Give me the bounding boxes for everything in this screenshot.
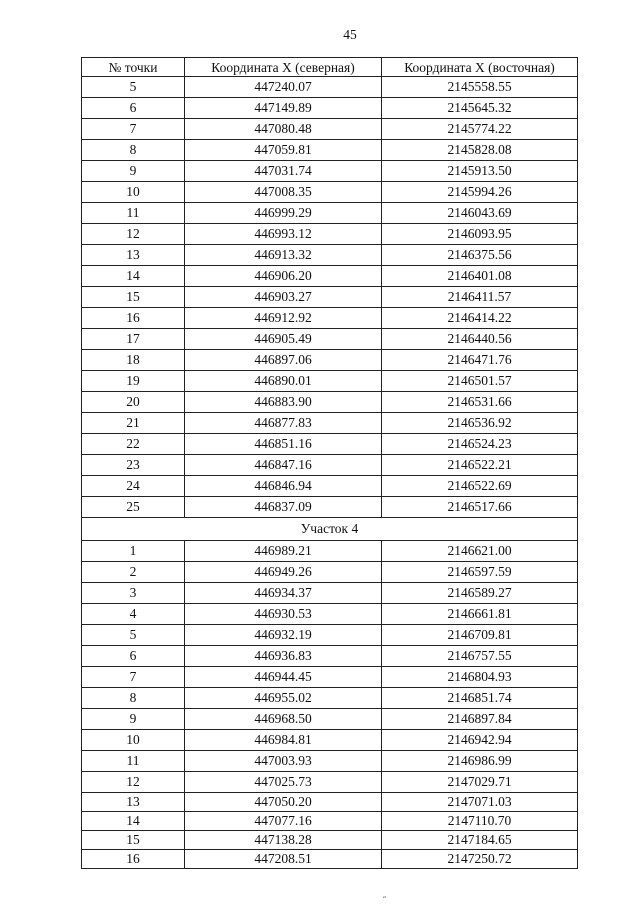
point-number-cell: 6: [82, 646, 185, 667]
point-number-cell: 22: [82, 434, 185, 455]
point-number-cell: 11: [82, 203, 185, 224]
table-row: [82, 497, 578, 518]
east-coordinate-cell: 2147184.65: [382, 831, 578, 850]
north-coordinate-cell: 446989.21: [185, 541, 382, 562]
north-coordinate-cell: 447138.28: [185, 831, 382, 850]
north-coordinate-cell: 447025.73: [185, 772, 382, 793]
point-number-cell: 15: [82, 831, 185, 850]
east-coordinate-cell: 2146661.81: [382, 604, 578, 625]
east-coordinate-cell: 2146709.81: [382, 625, 578, 646]
point-number-cell: 13: [82, 793, 185, 812]
point-number-cell: 11: [82, 751, 185, 772]
table-row: [82, 119, 578, 140]
east-coordinate-cell: 2146757.55: [382, 646, 578, 667]
point-number-cell: 5: [82, 77, 185, 98]
table-row: [82, 224, 578, 245]
north-coordinate-cell: 447003.93: [185, 751, 382, 772]
point-number-cell: 25: [82, 497, 185, 518]
point-number-cell: 4: [82, 604, 185, 625]
north-coordinate-cell: 447059.81: [185, 140, 382, 161]
table-row: [82, 604, 578, 625]
east-coordinate-cell: 2146043.69: [382, 203, 578, 224]
north-coordinate-cell: 446906.20: [185, 266, 382, 287]
north-coordinate-cell: 446993.12: [185, 224, 382, 245]
table-row: [82, 625, 578, 646]
table-row: [82, 476, 578, 497]
table-body-top: [82, 77, 578, 518]
north-coordinate-cell: 447050.20: [185, 793, 382, 812]
point-number-cell: 9: [82, 161, 185, 182]
east-coordinate-cell: 2146536.92: [382, 413, 578, 434]
east-coordinate-cell: 2146531.66: [382, 392, 578, 413]
table-row: [82, 182, 578, 203]
north-coordinate-cell: 446837.09: [185, 497, 382, 518]
point-number-cell: 8: [82, 140, 185, 161]
north-coordinate-cell: 446877.83: [185, 413, 382, 434]
table-row: [82, 667, 578, 688]
table-row: [82, 371, 578, 392]
point-number-cell: 10: [82, 730, 185, 751]
table-row: [82, 688, 578, 709]
table-row: [82, 850, 578, 869]
north-coordinate-cell: 446984.81: [185, 730, 382, 751]
table-body-bottom: [82, 541, 578, 869]
table-row: [82, 812, 578, 831]
column-header-east-coordinate: Координата X (восточная): [382, 58, 578, 77]
north-coordinate-cell: 446903.27: [185, 287, 382, 308]
point-number-cell: 16: [82, 850, 185, 869]
east-coordinate-cell: 2146597.59: [382, 562, 578, 583]
east-coordinate-cell: 2146517.66: [382, 497, 578, 518]
point-number-cell: 23: [82, 455, 185, 476]
table-row: [82, 562, 578, 583]
north-coordinate-cell: 446883.90: [185, 392, 382, 413]
point-number-cell: 13: [82, 245, 185, 266]
table-row: [82, 831, 578, 850]
table-header-row: [82, 58, 578, 77]
point-number-cell: 7: [82, 119, 185, 140]
east-coordinate-cell: 2147071.03: [382, 793, 578, 812]
east-coordinate-cell: 2146804.93: [382, 667, 578, 688]
east-coordinate-cell: 2145774.22: [382, 119, 578, 140]
column-header-point-number: № точки: [82, 58, 185, 77]
table-row: [82, 392, 578, 413]
table-row: [82, 751, 578, 772]
table-row: [82, 308, 578, 329]
table-row: [82, 434, 578, 455]
table-row: [82, 413, 578, 434]
point-number-cell: 10: [82, 182, 185, 203]
section-row: [82, 518, 578, 541]
east-coordinate-cell: 2146440.56: [382, 329, 578, 350]
point-number-cell: 6: [82, 98, 185, 119]
north-coordinate-cell: 447031.74: [185, 161, 382, 182]
table-row: [82, 709, 578, 730]
north-coordinate-cell: 446930.53: [185, 604, 382, 625]
north-coordinate-cell: 446999.29: [185, 203, 382, 224]
north-coordinate-cell: 446932.19: [185, 625, 382, 646]
point-number-cell: 20: [82, 392, 185, 413]
east-coordinate-cell: 2145645.32: [382, 98, 578, 119]
east-coordinate-cell: 2146522.69: [382, 476, 578, 497]
north-coordinate-cell: 446913.32: [185, 245, 382, 266]
east-coordinate-cell: 2146524.23: [382, 434, 578, 455]
column-header-north-coordinate: Координата X (северная): [185, 58, 382, 77]
east-coordinate-cell: 2146621.00: [382, 541, 578, 562]
table-row: [82, 245, 578, 266]
north-coordinate-cell: 446944.45: [185, 667, 382, 688]
point-number-cell: 9: [82, 709, 185, 730]
north-coordinate-cell: 446934.37: [185, 583, 382, 604]
table-row: [82, 583, 578, 604]
point-number-cell: 5: [82, 625, 185, 646]
north-coordinate-cell: 446890.01: [185, 371, 382, 392]
table-row: [82, 793, 578, 812]
east-coordinate-cell: 2146375.56: [382, 245, 578, 266]
east-coordinate-cell: 2146401.08: [382, 266, 578, 287]
table-row: [82, 646, 578, 667]
north-coordinate-cell: 446847.16: [185, 455, 382, 476]
east-coordinate-cell: 2146501.57: [382, 371, 578, 392]
north-coordinate-cell: 446851.16: [185, 434, 382, 455]
point-number-cell: 15: [82, 287, 185, 308]
table-row: [82, 350, 578, 371]
east-coordinate-cell: 2146522.21: [382, 455, 578, 476]
north-coordinate-cell: 446936.83: [185, 646, 382, 667]
east-coordinate-cell: 2145913.50: [382, 161, 578, 182]
table-row: [82, 161, 578, 182]
east-coordinate-cell: 2146471.76: [382, 350, 578, 371]
point-number-cell: 24: [82, 476, 185, 497]
coordinates-table: [81, 57, 578, 869]
table-row: [82, 140, 578, 161]
scan-speck: ˶: [383, 891, 386, 901]
point-number-cell: 18: [82, 350, 185, 371]
point-number-cell: 12: [82, 772, 185, 793]
north-coordinate-cell: 447149.89: [185, 98, 382, 119]
table-row: [82, 541, 578, 562]
east-coordinate-cell: 2147029.71: [382, 772, 578, 793]
table-row: [82, 772, 578, 793]
east-coordinate-cell: 2146093.95: [382, 224, 578, 245]
point-number-cell: 12: [82, 224, 185, 245]
east-coordinate-cell: 2145558.55: [382, 77, 578, 98]
page-number: 45: [343, 27, 357, 42]
table-row: [82, 203, 578, 224]
table-row: [82, 329, 578, 350]
north-coordinate-cell: 446912.92: [185, 308, 382, 329]
table-row: [82, 287, 578, 308]
east-coordinate-cell: 2146411.57: [382, 287, 578, 308]
section-row-group: [82, 518, 578, 541]
north-coordinate-cell: 447077.16: [185, 812, 382, 831]
east-coordinate-cell: 2146414.22: [382, 308, 578, 329]
point-number-cell: 14: [82, 266, 185, 287]
east-coordinate-cell: 2146851.74: [382, 688, 578, 709]
north-coordinate-cell: 447208.51: [185, 850, 382, 869]
table-row: [82, 266, 578, 287]
north-coordinate-cell: 447080.48: [185, 119, 382, 140]
east-coordinate-cell: 2147110.70: [382, 812, 578, 831]
point-number-cell: 17: [82, 329, 185, 350]
point-number-cell: 21: [82, 413, 185, 434]
point-number-cell: 16: [82, 308, 185, 329]
north-coordinate-cell: 447240.07: [185, 77, 382, 98]
north-coordinate-cell: 446846.94: [185, 476, 382, 497]
north-coordinate-cell: 446949.26: [185, 562, 382, 583]
point-number-cell: 8: [82, 688, 185, 709]
point-number-cell: 3: [82, 583, 185, 604]
east-coordinate-cell: 2145994.26: [382, 182, 578, 203]
point-number-cell: 2: [82, 562, 185, 583]
east-coordinate-cell: 2147250.72: [382, 850, 578, 869]
table-row: [82, 98, 578, 119]
east-coordinate-cell: 2146897.84: [382, 709, 578, 730]
point-number-cell: 19: [82, 371, 185, 392]
east-coordinate-cell: 2145828.08: [382, 140, 578, 161]
table-row: [82, 730, 578, 751]
table-row: [82, 77, 578, 98]
east-coordinate-cell: 2146589.27: [382, 583, 578, 604]
north-coordinate-cell: 446968.50: [185, 709, 382, 730]
north-coordinate-cell: 446905.49: [185, 329, 382, 350]
table-row: [82, 455, 578, 476]
point-number-cell: 7: [82, 667, 185, 688]
north-coordinate-cell: 447008.35: [185, 182, 382, 203]
north-coordinate-cell: 446955.02: [185, 688, 382, 709]
point-number-cell: 1: [82, 541, 185, 562]
east-coordinate-cell: 2146986.99: [382, 751, 578, 772]
north-coordinate-cell: 446897.06: [185, 350, 382, 371]
east-coordinate-cell: 2146942.94: [382, 730, 578, 751]
point-number-cell: 14: [82, 812, 185, 831]
section-title: Участок 4: [82, 518, 578, 541]
